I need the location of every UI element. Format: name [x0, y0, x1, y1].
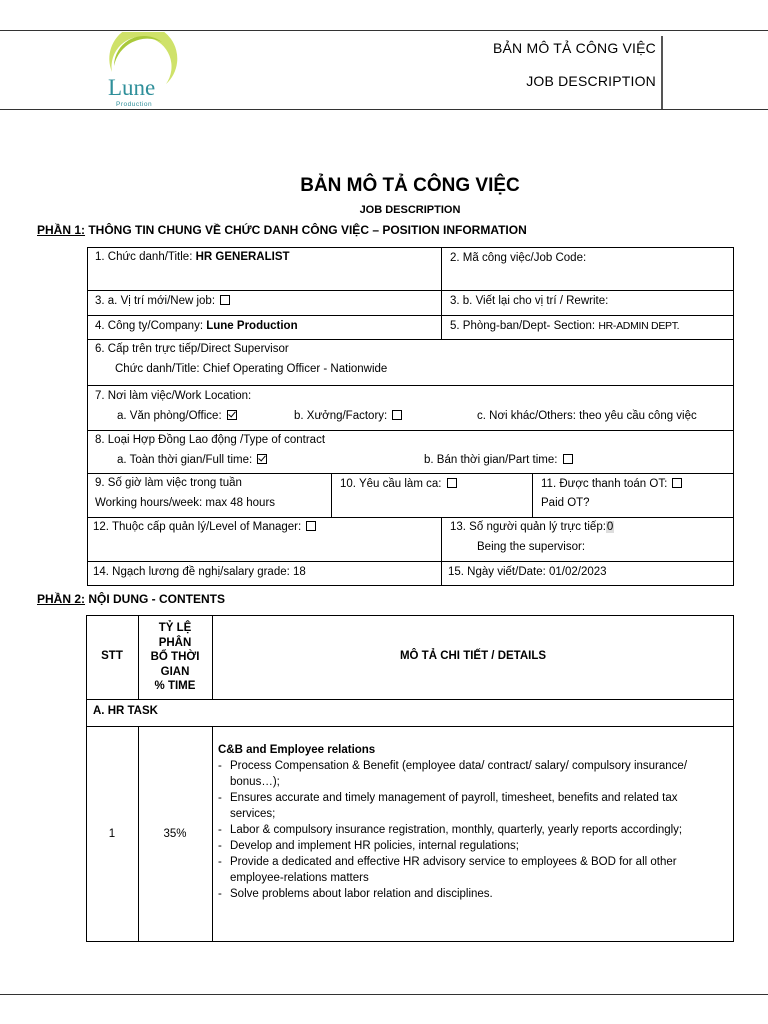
company-logo — [104, 32, 184, 108]
part1-prefix: PHẦN 1: — [37, 223, 86, 237]
task-item: - Provide a dedicated and effective HR advisory service to employees & BOD for all other employee-relations matters — [217, 854, 717, 886]
document-title: BẢN MÔ TẢ CÔNG VIỆC — [300, 175, 520, 196]
department-value: HR-ADMIN DEPT. — [598, 320, 680, 332]
table-rule — [87, 430, 734, 431]
logo-wordmark: Lune — [108, 75, 156, 100]
field-rewrite: 3. b. Viết lại cho vị trí / Rewrite: — [450, 295, 609, 307]
full-time-checkbox[interactable] — [257, 454, 267, 464]
task-list — [217, 758, 717, 902]
header-top-rule — [0, 30, 768, 31]
field-paid-ot: 11. Được thanh toán OT: — [541, 478, 682, 490]
table-rule — [87, 315, 734, 316]
table-rule — [331, 473, 332, 517]
part2-prefix: PHẦN 2: — [37, 592, 86, 606]
field-company: 4. Công ty/Company: Lune Production — [95, 320, 298, 332]
office-checkbox[interactable] — [227, 410, 237, 420]
table-rule — [87, 385, 734, 386]
field-work-location: 7. Nơi làm việc/Work Location: — [95, 390, 252, 402]
field-level-manager: 12. Thuộc cấp quản lý/Level of Manager: — [93, 521, 316, 533]
field-title: 1. Chức danh/Title: HR GENERALIST — [95, 251, 290, 263]
task-item: - Process Compensation & Benefit (employee data/ contract/ salary/ compulsory insurance/ bonus…); — [217, 758, 717, 790]
footer-rule — [0, 994, 768, 995]
new-job-checkbox[interactable] — [220, 295, 230, 305]
title-value: HR GENERALIST — [195, 251, 290, 263]
table-rule — [441, 247, 442, 339]
field-shift: 10. Yêu cầu làm ca: — [340, 478, 457, 490]
field-salary-grade: 14. Ngạch lương đề nghị/salary grade: 18 — [93, 566, 306, 578]
table-rule — [86, 699, 734, 700]
direct-reports-value: 0 — [606, 521, 614, 533]
company-value: Lune Production — [206, 320, 298, 332]
field-direct-reports: 13. Số người quản lý trực tiếp:0 — [450, 521, 614, 533]
option-office: a. Văn phòng/Office: — [117, 410, 237, 422]
table-rule — [87, 517, 734, 518]
part2-heading — [37, 592, 225, 606]
table-rule — [87, 290, 734, 291]
factory-checkbox[interactable] — [392, 410, 402, 420]
working-hours-value: Working hours/week: max 48 hours — [95, 497, 276, 509]
field-job-code: 2. Mã công việc/Job Code: — [450, 252, 587, 264]
table-rule — [441, 517, 442, 586]
header-title-vi: BẢN MÔ TẢ CÔNG VIỆC — [492, 40, 656, 56]
table-rule — [87, 561, 734, 562]
row-stt: 1 — [108, 828, 116, 840]
field-department: 5. Phòng-ban/Dept- Section: HR-ADMIN DEPT. — [450, 320, 680, 332]
shift-checkbox[interactable] — [447, 478, 457, 488]
level-manager-checkbox[interactable] — [306, 521, 316, 531]
paid-ot-question: Paid OT? — [541, 497, 590, 509]
table-rule — [212, 726, 213, 942]
table-rule — [87, 339, 734, 340]
part2-title: NỘI DUNG - CONTENTS — [85, 592, 226, 606]
field-contract-type: 8. Loại Hợp Đồng Lao động /Type of contract — [95, 434, 326, 446]
table-rule — [87, 473, 734, 474]
row-percent-time: 35% — [163, 828, 187, 840]
field-supervisor-title: Chức danh/Title: Chief Operating Officer - Nationwide — [115, 363, 388, 375]
field-date: 15. Ngày viết/Date: 01/02/2023 — [448, 566, 607, 578]
column-header-time: TỶ LỆ PHÂN BỔ THỜI GIAN % TIME — [150, 622, 200, 692]
logo-subtext: Production — [116, 101, 153, 108]
option-factory: b. Xưởng/Factory: — [294, 410, 402, 422]
task-item: - Labor & compulsory insurance registration, monthly, quarterly, yearly reports accordingly; — [217, 822, 717, 838]
task-item: - Ensures accurate and timely management of payroll, timesheet, benefits and related tax services; — [217, 790, 717, 822]
part-time-checkbox[interactable] — [563, 454, 573, 464]
task-item: - Solve problems about labor relation and disciplines. — [217, 886, 717, 902]
direct-reports-sub: Being the supervisor: — [477, 541, 586, 553]
part1-heading — [37, 223, 527, 237]
option-part-time: b. Bán thời gian/Part time: — [424, 454, 573, 466]
column-header-details: MÔ TẢ CHI TIẾT / DETAILS — [399, 650, 547, 662]
section-hr-task: A. HR TASK — [93, 705, 158, 717]
header-bottom-rule — [0, 109, 768, 110]
field-new-job: 3. a. Vị trí mới/New job: — [95, 295, 230, 307]
table-rule — [532, 473, 533, 517]
document-subtitle: JOB DESCRIPTION — [359, 204, 461, 216]
header-vertical-bar — [661, 36, 663, 109]
part1-title: THÔNG TIN CHUNG VỀ CHỨC DANH CÔNG VIỆC – POSITION INFORMATION — [85, 223, 527, 237]
option-others: c. Nơi khác/Others: theo yêu cầu công việc — [477, 410, 697, 422]
option-full-time: a. Toàn thời gian/Full time: — [117, 454, 267, 466]
field-working-hours: 9. Số giờ làm việc trong tuần — [95, 477, 242, 489]
paid-ot-checkbox[interactable] — [672, 478, 682, 488]
table-rule — [86, 726, 734, 727]
task-item: - Develop and implement HR policies, internal regulations; — [217, 838, 717, 854]
task-heading: C&B and Employee relations — [218, 744, 376, 756]
column-header-stt: STT — [101, 650, 123, 662]
field-supervisor: 6. Cấp trên trực tiếp/Direct Supervisor — [95, 343, 289, 355]
header-title-en: JOB DESCRIPTION — [526, 73, 656, 89]
